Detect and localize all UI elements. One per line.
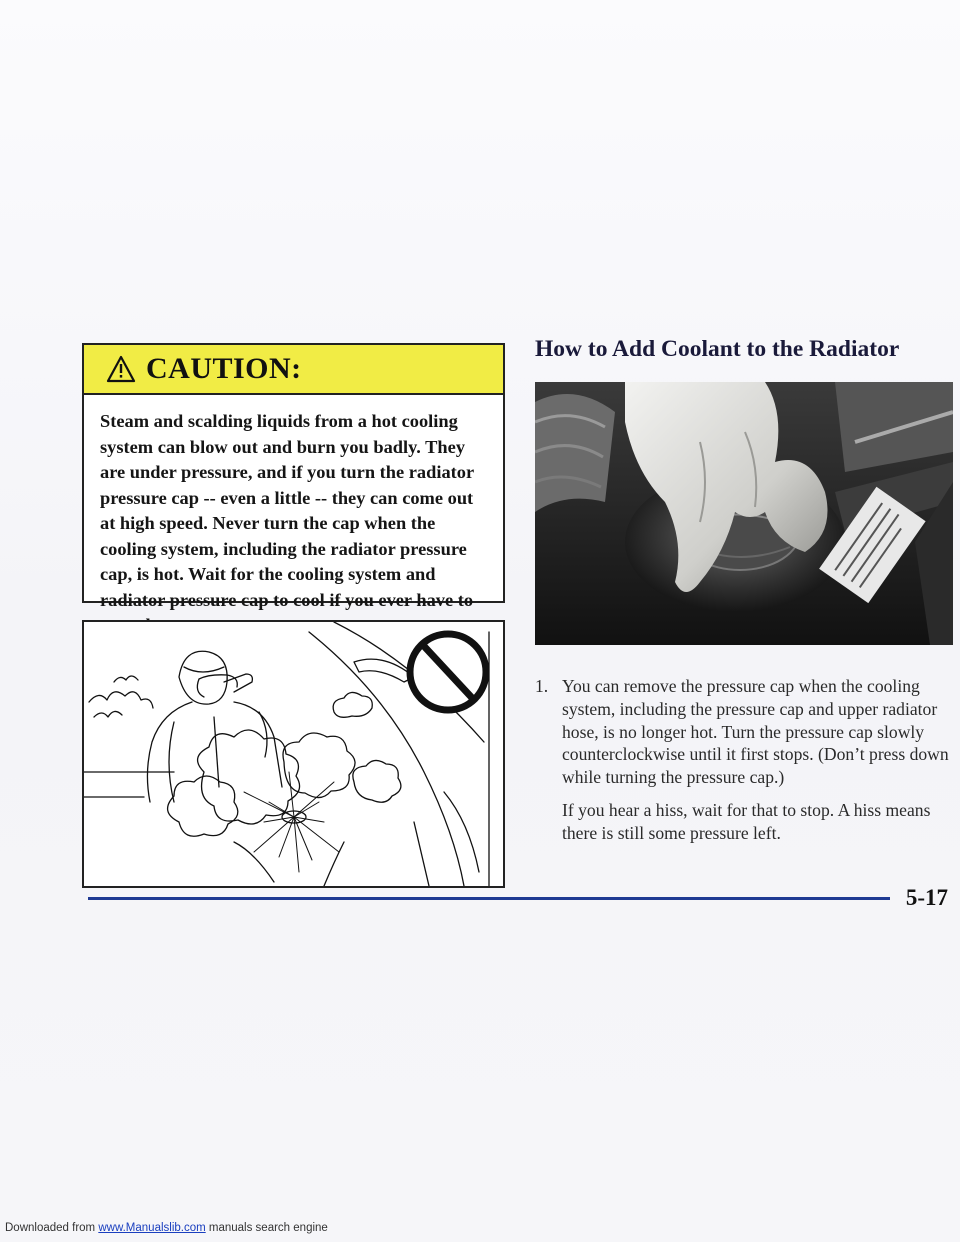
footer-rule	[88, 897, 890, 900]
step-paragraph: If you hear a hiss, wait for that to stop. A hiss means there is still some pressure left.	[562, 799, 931, 843]
step-paragraph: You can remove the pressure cap when the cooling system, including the pressure cap and upper radiator hose, is no longer hot. Turn the pressure cap slowly counterclockwise until it first stops. (Don’t press down while turning the pressure cap.)	[562, 676, 949, 788]
section-title: How to Add Coolant to the Radiator	[535, 336, 900, 362]
manualslib-link[interactable]: www.Manualslib.com	[98, 1222, 206, 1234]
step-number: 1.	[535, 676, 549, 696]
watermark-prefix: Downloaded from	[5, 1222, 99, 1234]
step-1	[535, 675, 955, 855]
instruction-steps	[535, 675, 955, 855]
warning-triangle-icon	[106, 355, 136, 383]
caution-title: CAUTION:	[146, 352, 302, 385]
page-number: 5-17	[905, 885, 948, 910]
hot-radiator-illustration	[84, 622, 503, 886]
caution-text: Steam and scalding liquids from a hot cooling system can blow out and burn you badly. They are under pressure, and if you turn the radiator pressure cap -- even a little -- they can come out at high speed. Never turn the cap when the cooling system, including the radiator pressure cap, is hot. Wait for the cooling system and radiator pressure cap to cool if you ever have to	[100, 411, 474, 610]
caution-illustration	[82, 620, 505, 888]
caution-box	[82, 343, 505, 610]
caution-header	[84, 345, 503, 395]
download-watermark	[5, 1222, 328, 1234]
watermark-suffix: manuals search engine	[205, 1222, 328, 1234]
radiator-cap-photo-image	[535, 382, 953, 645]
radiator-cap-photo	[535, 382, 953, 645]
step-body	[562, 675, 955, 855]
no-symbol-icon	[410, 634, 486, 710]
